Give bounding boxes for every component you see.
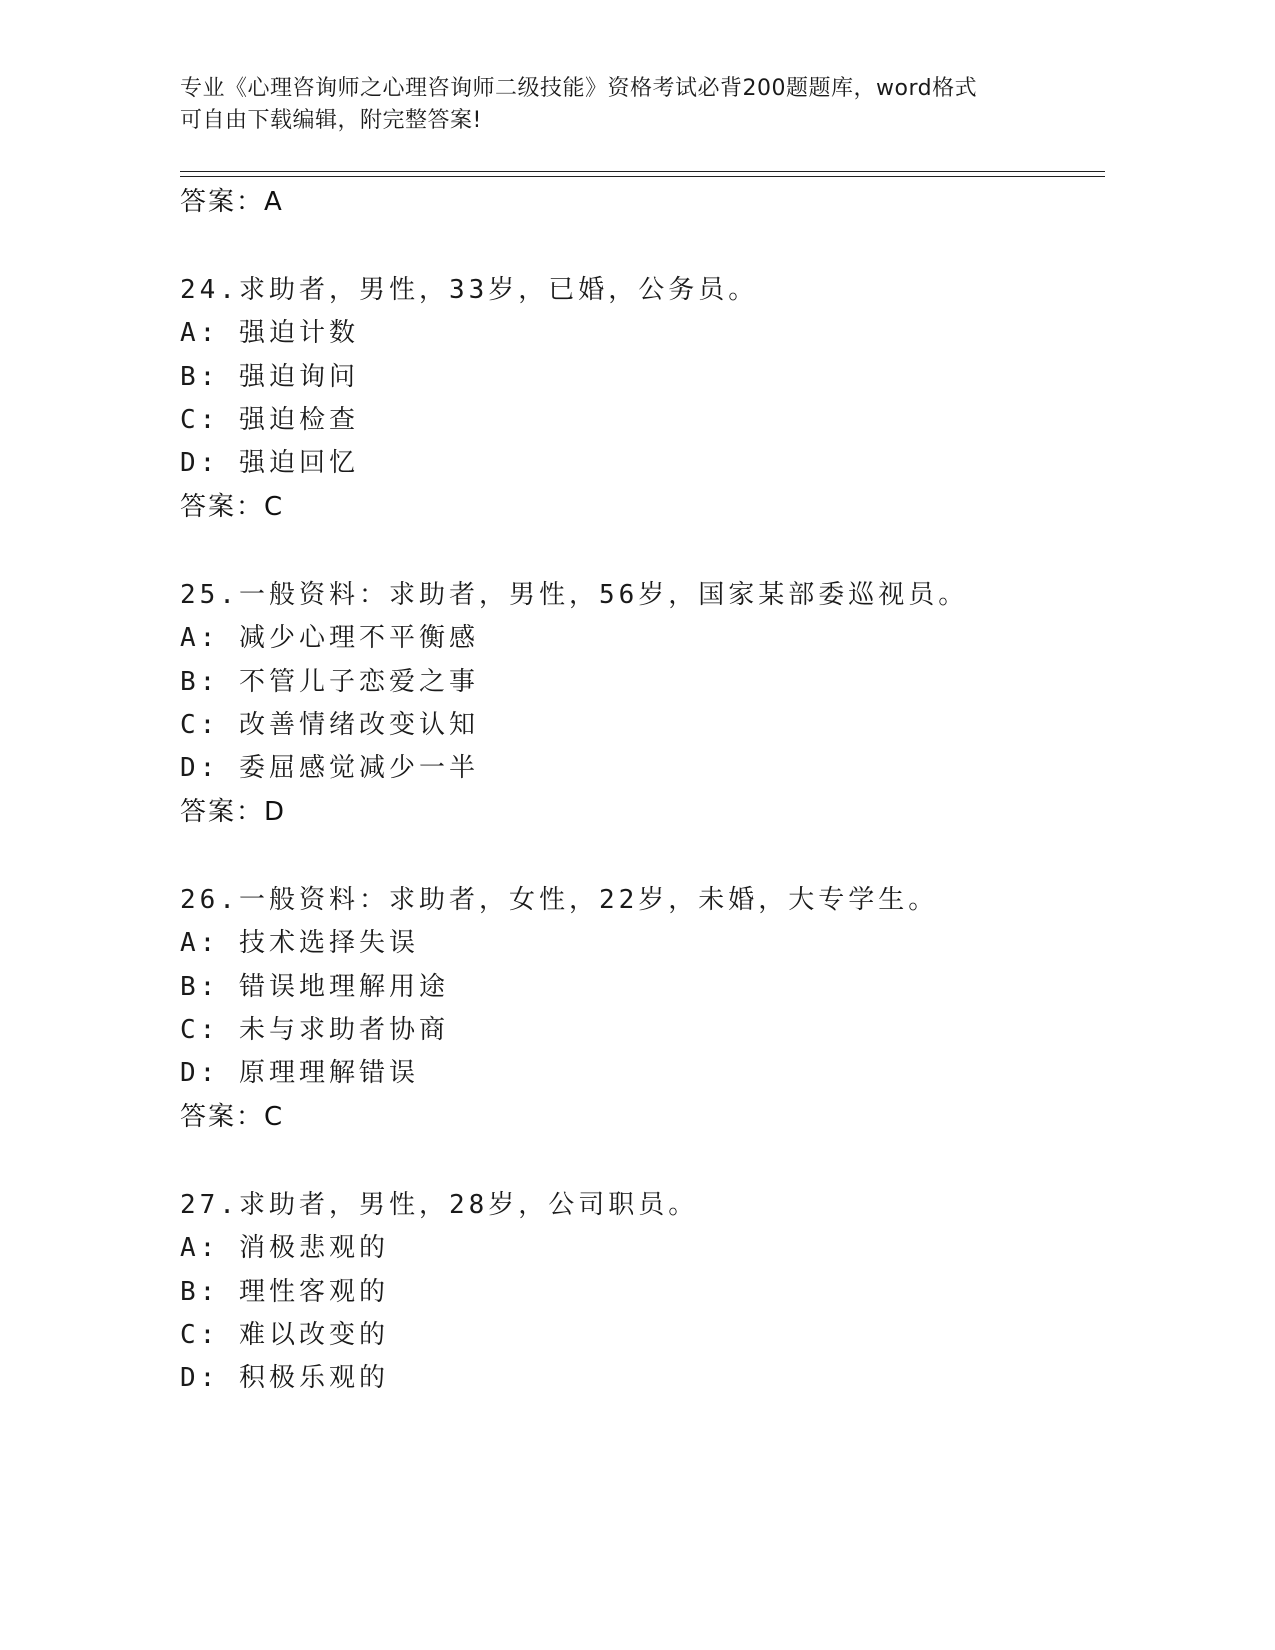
header-line-2: 可自由下载编辑，附完整答案! [180,108,482,133]
option-d: D: 委屈感觉减少一半 [180,753,479,783]
option-d: D: 原理理解错误 [180,1058,419,1088]
question-text: 27.求助者，男性，28岁，公司职员。 [180,1190,699,1220]
answer-line: 答案：A [180,187,284,217]
question-text: 25.一般资料：求助者，男性，56岁，国家某部委巡视员。 [180,580,969,610]
question-text: 26.一般资料：求助者，女性，22岁，未婚，大专学生。 [180,885,939,915]
answer-line: 答案：C [180,492,285,522]
document-header [180,73,1050,137]
option-b: B: 不管儿子恋爱之事 [180,667,479,697]
option-a: A: 减少心理不平衡感 [180,623,479,653]
option-a: A: 技术选择失误 [180,928,419,958]
option-a: A: 消极悲观的 [180,1233,389,1263]
option-b: B: 错误地理解用途 [180,972,449,1002]
answer-line: 答案：C [180,1102,285,1132]
question-text: 24.求助者，男性，33岁，已婚，公务员。 [180,275,759,305]
option-c: C: 未与求助者协商 [180,1015,449,1045]
option-b: B: 理性客观的 [180,1277,389,1307]
option-d: D: 积极乐观的 [180,1363,389,1393]
answer-line: 答案：D [180,797,287,827]
header-line-1: 专业《心理咨询师之心理咨询师二级技能》资格考试必背200题题库，word格式 [180,76,978,101]
option-d: D: 强迫回忆 [180,448,359,478]
option-c: C: 强迫检查 [180,405,359,435]
option-c: C: 改善情绪改变认知 [180,710,479,740]
option-c: C: 难以改变的 [180,1320,389,1350]
option-a: A: 强迫计数 [180,318,359,348]
header-divider-bottom [180,176,1105,177]
header-divider-top [180,171,1105,172]
option-b: B: 强迫询问 [180,362,359,392]
